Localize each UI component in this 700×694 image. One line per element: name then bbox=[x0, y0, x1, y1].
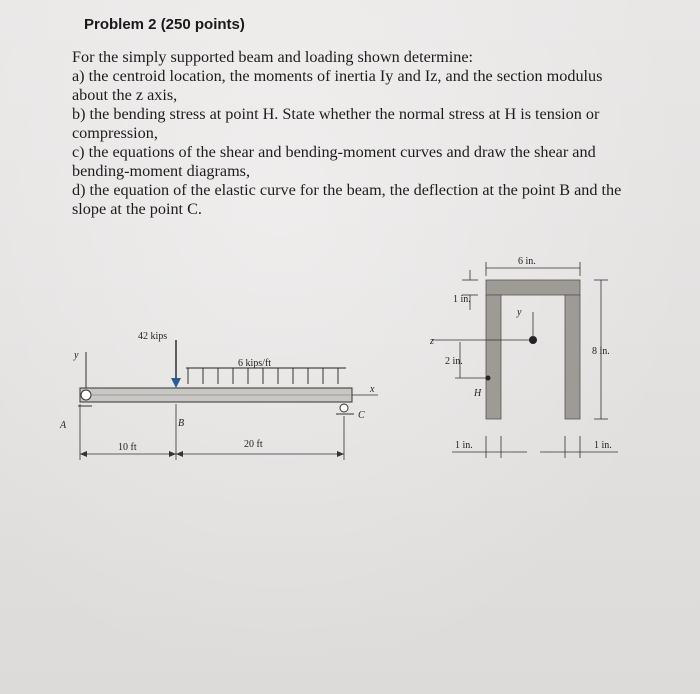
point-h-label: H bbox=[474, 388, 482, 399]
problem-statement bbox=[60, 48, 685, 219]
section-z-axis-label: z bbox=[430, 336, 434, 347]
point-h-marker bbox=[486, 376, 491, 381]
dimension-10ft: 10 ft bbox=[118, 442, 137, 453]
roller-support-c bbox=[340, 404, 348, 412]
dimension-8in: 8 in. bbox=[592, 346, 610, 357]
dimension-6in: 6 in. bbox=[518, 256, 536, 267]
distributed-load-label: 6 kips/ft bbox=[238, 358, 272, 369]
beam-x-axis-label: x bbox=[370, 384, 375, 395]
section-left-web bbox=[486, 295, 501, 419]
dimension-20ft: 20 ft bbox=[244, 439, 263, 450]
section-top-flange bbox=[486, 280, 580, 295]
problem-title: Problem 2 (250 points) bbox=[84, 16, 245, 33]
support-a-label: A bbox=[60, 420, 67, 431]
part-d-line-2: slope at the point C. bbox=[72, 200, 202, 218]
distributed-load-arrows bbox=[188, 368, 338, 384]
section-right-web bbox=[565, 295, 580, 419]
support-c-label: C bbox=[358, 410, 365, 421]
part-c-line-1: c) the equations of the shear and bending-moment curves and draw the shear and bbox=[72, 143, 596, 161]
cross-section-diagram bbox=[429, 256, 618, 458]
beam-y-axis-label: y bbox=[74, 350, 79, 361]
beam-and-section-figure bbox=[0, 240, 700, 500]
dimension-right-web-1in: 1 in. bbox=[594, 440, 612, 451]
part-b-line-2: compression, bbox=[72, 124, 158, 142]
part-a-line-1: a) the centroid location, the moments of inertia Iy and Iz, and the section modulus bbox=[72, 67, 603, 85]
point-b-label: B bbox=[178, 418, 185, 429]
part-b-line-1: b) the bending stress at point H. State whether the normal stress at H is tension or bbox=[72, 105, 600, 123]
dimension-flange-1in: 1 in. bbox=[453, 294, 471, 305]
point-load-arrowhead bbox=[171, 378, 181, 388]
beam-diagram bbox=[59, 331, 378, 460]
dimension-2in: 2 in. bbox=[445, 356, 463, 367]
point-load-label: 42 kips bbox=[138, 331, 168, 342]
part-a-line-2: about the z axis, bbox=[72, 86, 178, 104]
dimension-left-web-1in: 1 in. bbox=[455, 440, 473, 451]
part-d-line-1: d) the equation of the elastic curve for the beam, the deflection at the point B and the bbox=[72, 181, 622, 199]
section-y-axis-label: y bbox=[517, 307, 522, 318]
statement-intro: For the simply supported beam and loading shown determine: bbox=[72, 48, 474, 66]
pin-support-a bbox=[81, 390, 91, 400]
part-c-line-2: bending-moment diagrams, bbox=[72, 162, 251, 180]
